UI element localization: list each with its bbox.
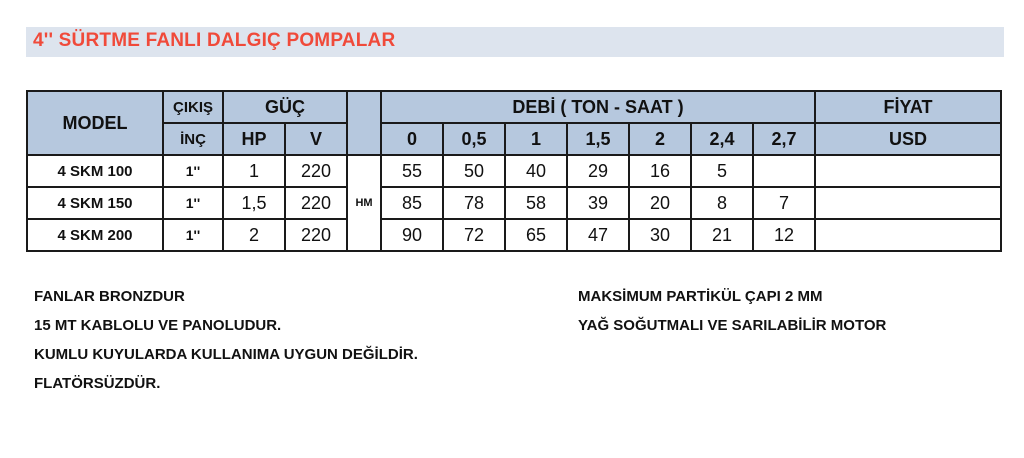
table-row (27, 187, 1001, 219)
row-debi-2: 58 (505, 187, 567, 219)
row-debi-2: 40 (505, 155, 567, 187)
row-model: 4 SKM 200 (27, 219, 163, 251)
row-usd (815, 155, 1001, 187)
note-line: MAKSİMUM PARTİKÜL ÇAPI 2 MM (578, 288, 823, 305)
row-hp: 1,5 (223, 187, 285, 219)
row-inc: 1'' (163, 155, 223, 187)
header-v: V (285, 123, 347, 155)
note-line: KUMLU KUYULARDA KULLANIMA UYGUN DEĞİLDİR. (34, 346, 418, 363)
header-guc: GÜÇ (223, 91, 347, 123)
row-debi-6 (753, 155, 815, 187)
row-debi-5: 5 (691, 155, 753, 187)
row-v: 220 (285, 219, 347, 251)
row-usd (815, 187, 1001, 219)
notes-left (34, 286, 418, 402)
row-debi-3: 47 (567, 219, 629, 251)
note-line: YAĞ SOĞUTMALI VE SARILABİLİR MOTOR (578, 317, 887, 334)
table-row (27, 219, 1001, 251)
row-inc: 1'' (163, 219, 223, 251)
header-debi-2-4: 2,4 (691, 123, 753, 155)
row-debi-1: 72 (443, 219, 505, 251)
row-inc: 1'' (163, 187, 223, 219)
row-debi-3: 39 (567, 187, 629, 219)
header-debi-2-7: 2,7 (753, 123, 815, 155)
page-title: 4'' SÜRTME FANLI DALGIÇ POMPALAR (33, 30, 396, 51)
note-line: 15 MT KABLOLU VE PANOLUDUR. (34, 317, 282, 334)
row-debi-2: 65 (505, 219, 567, 251)
header-model: MODEL (27, 91, 163, 155)
title-bar (26, 27, 1004, 57)
header-fiyat: FİYAT (815, 91, 1001, 123)
row-v: 220 (285, 187, 347, 219)
header-debi-2: 2 (629, 123, 691, 155)
row-debi-6: 7 (753, 187, 815, 219)
header-hm-spacer (347, 91, 381, 155)
header-debi-1: 1 (505, 123, 567, 155)
row-debi-0: 85 (381, 187, 443, 219)
row-debi-3: 29 (567, 155, 629, 187)
row-debi-1: 50 (443, 155, 505, 187)
row-debi-1: 78 (443, 187, 505, 219)
row-debi-4: 30 (629, 219, 691, 251)
row-debi-5: 21 (691, 219, 753, 251)
row-hp: 1 (223, 155, 285, 187)
row-model: 4 SKM 100 (27, 155, 163, 187)
note-line: FANLAR BRONZDUR (34, 288, 185, 305)
row-debi-4: 20 (629, 187, 691, 219)
row-v: 220 (285, 155, 347, 187)
table-row (27, 155, 1001, 187)
row-debi-0: 90 (381, 219, 443, 251)
row-hp: 2 (223, 219, 285, 251)
header-cikis: ÇIKIŞ (163, 91, 223, 123)
hm-label-text: HM (355, 197, 373, 209)
header-debi: DEBİ ( TON - SAAT ) (381, 91, 815, 123)
header-debi-0-5: 0,5 (443, 123, 505, 155)
header-usd: USD (815, 123, 1001, 155)
notes-right (578, 286, 886, 344)
row-debi-4: 16 (629, 155, 691, 187)
header-hp: HP (223, 123, 285, 155)
note-line: FLATÖRSÜZDÜR. (34, 375, 161, 392)
hm-label (347, 155, 381, 251)
header-debi-1-5: 1,5 (567, 123, 629, 155)
row-debi-0: 55 (381, 155, 443, 187)
pump-spec-table (26, 90, 1002, 252)
row-debi-6: 12 (753, 219, 815, 251)
row-usd (815, 219, 1001, 251)
row-debi-5: 8 (691, 187, 753, 219)
header-debi-0: 0 (381, 123, 443, 155)
header-inc: İNÇ (163, 123, 223, 155)
row-model: 4 SKM 150 (27, 187, 163, 219)
